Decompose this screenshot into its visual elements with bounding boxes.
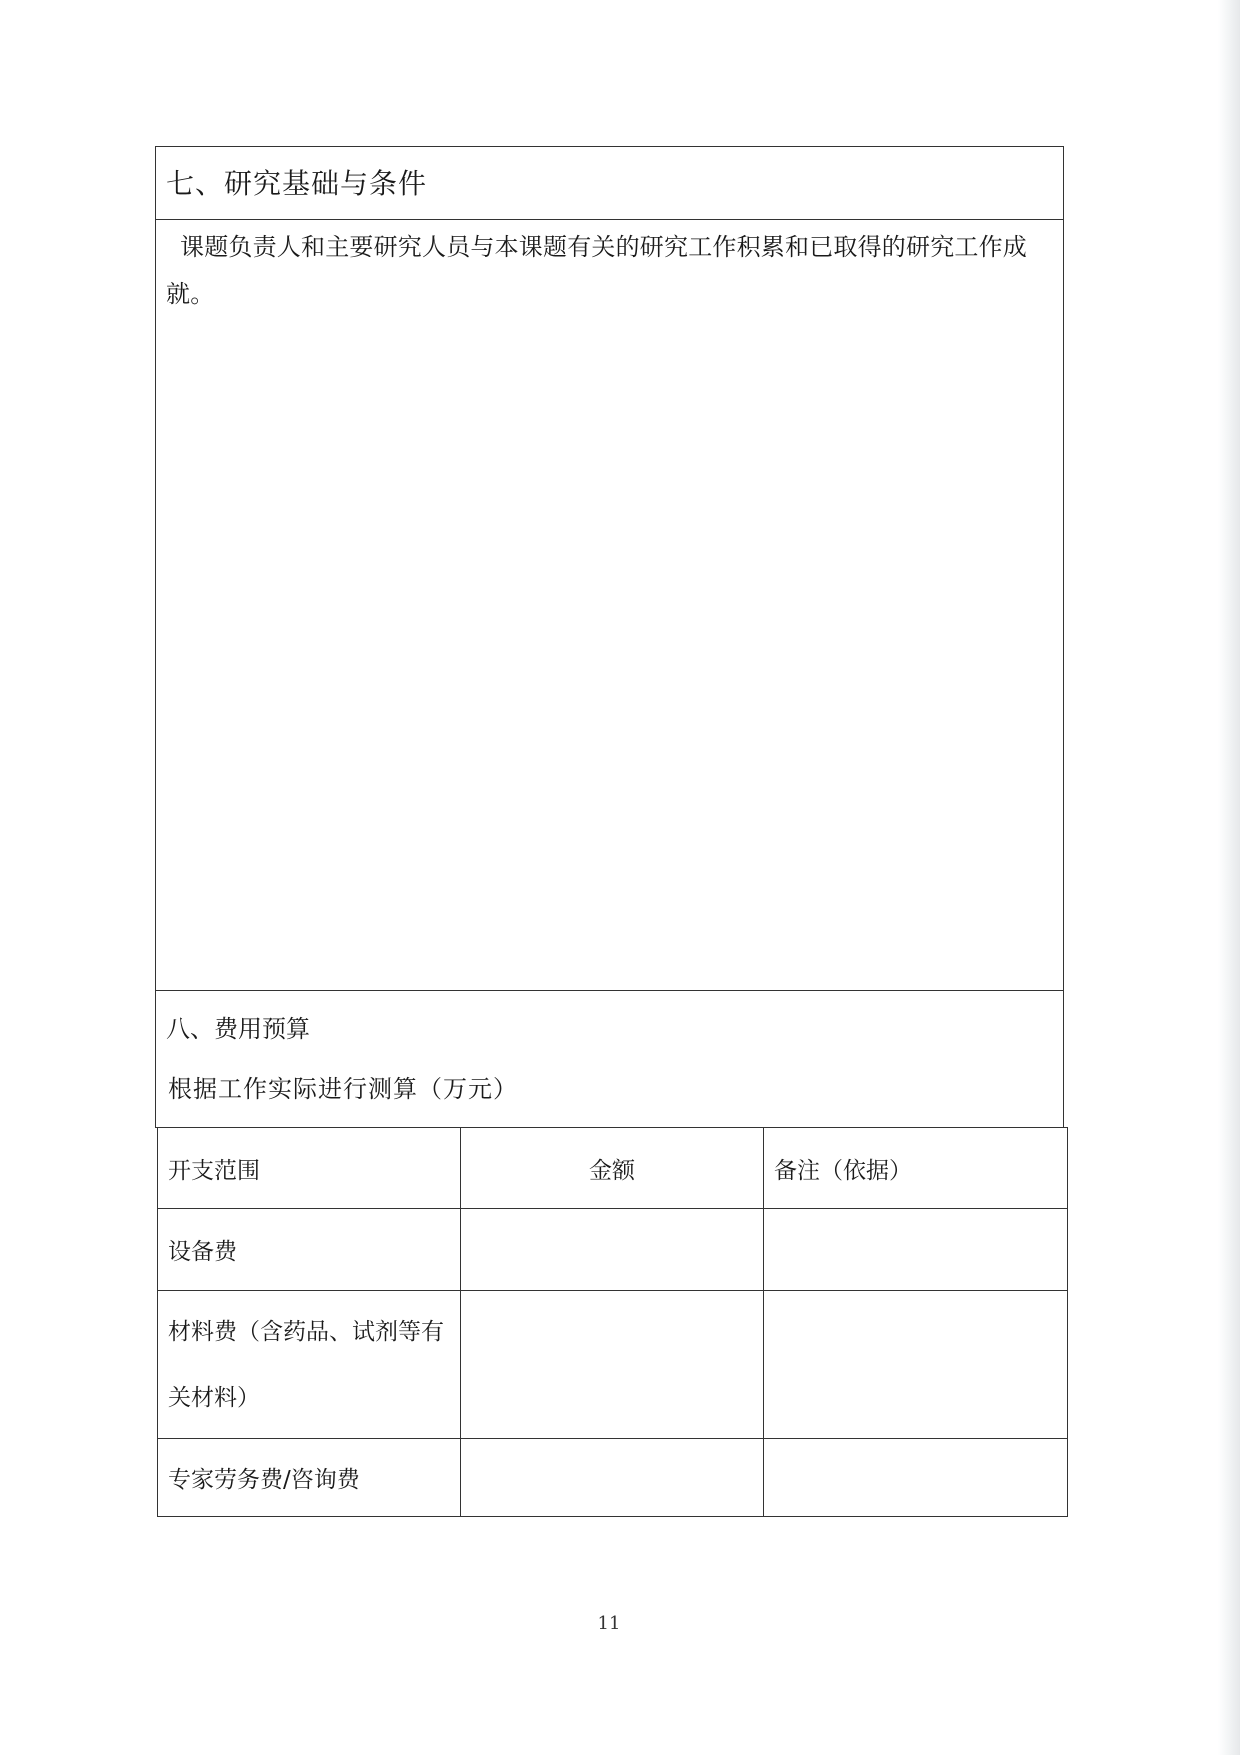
section7-description: 课题负责人和主要研究人员与本课题有关的研究工作积累和已取得的研究工作成就。 — [166, 233, 1027, 308]
header-cell-amount: 金额 — [461, 1128, 764, 1209]
budget-table — [157, 1127, 1068, 1517]
scan-edge-shadow — [1218, 0, 1240, 1755]
row-amount-expert-fees[interactable] — [461, 1439, 764, 1517]
row-amount-equipment[interactable] — [461, 1209, 764, 1291]
row-remark-expert-fees[interactable] — [764, 1439, 1068, 1517]
table-row — [158, 1439, 1068, 1517]
row-remark-equipment[interactable] — [764, 1209, 1068, 1291]
section8-block — [156, 990, 1063, 1129]
row-item-materials: 材料费（含药品、试剂等有关材料） — [158, 1291, 461, 1439]
section7-title: 七、研究基础与条件 — [166, 167, 428, 200]
table-row — [158, 1209, 1068, 1291]
page-number: 11 — [597, 1613, 621, 1634]
row-amount-materials[interactable] — [461, 1291, 764, 1439]
row-remark-materials[interactable] — [764, 1291, 1068, 1439]
table-row — [158, 1291, 1068, 1439]
row-item-equipment: 设备费 — [158, 1209, 461, 1291]
section8-title: 八、费用预算 — [166, 1015, 310, 1043]
section7-8-box — [155, 146, 1064, 1128]
row-item-expert-fees: 专家劳务费/咨询费 — [158, 1439, 461, 1517]
section8-note: 根据工作实际进行测算（万元） — [168, 1075, 518, 1103]
header-cell-scope: 开支范围 — [158, 1128, 461, 1209]
budget-header-row — [158, 1128, 1068, 1209]
header-cell-remark: 备注（依据） — [764, 1128, 1068, 1209]
section7-header — [156, 147, 1063, 220]
